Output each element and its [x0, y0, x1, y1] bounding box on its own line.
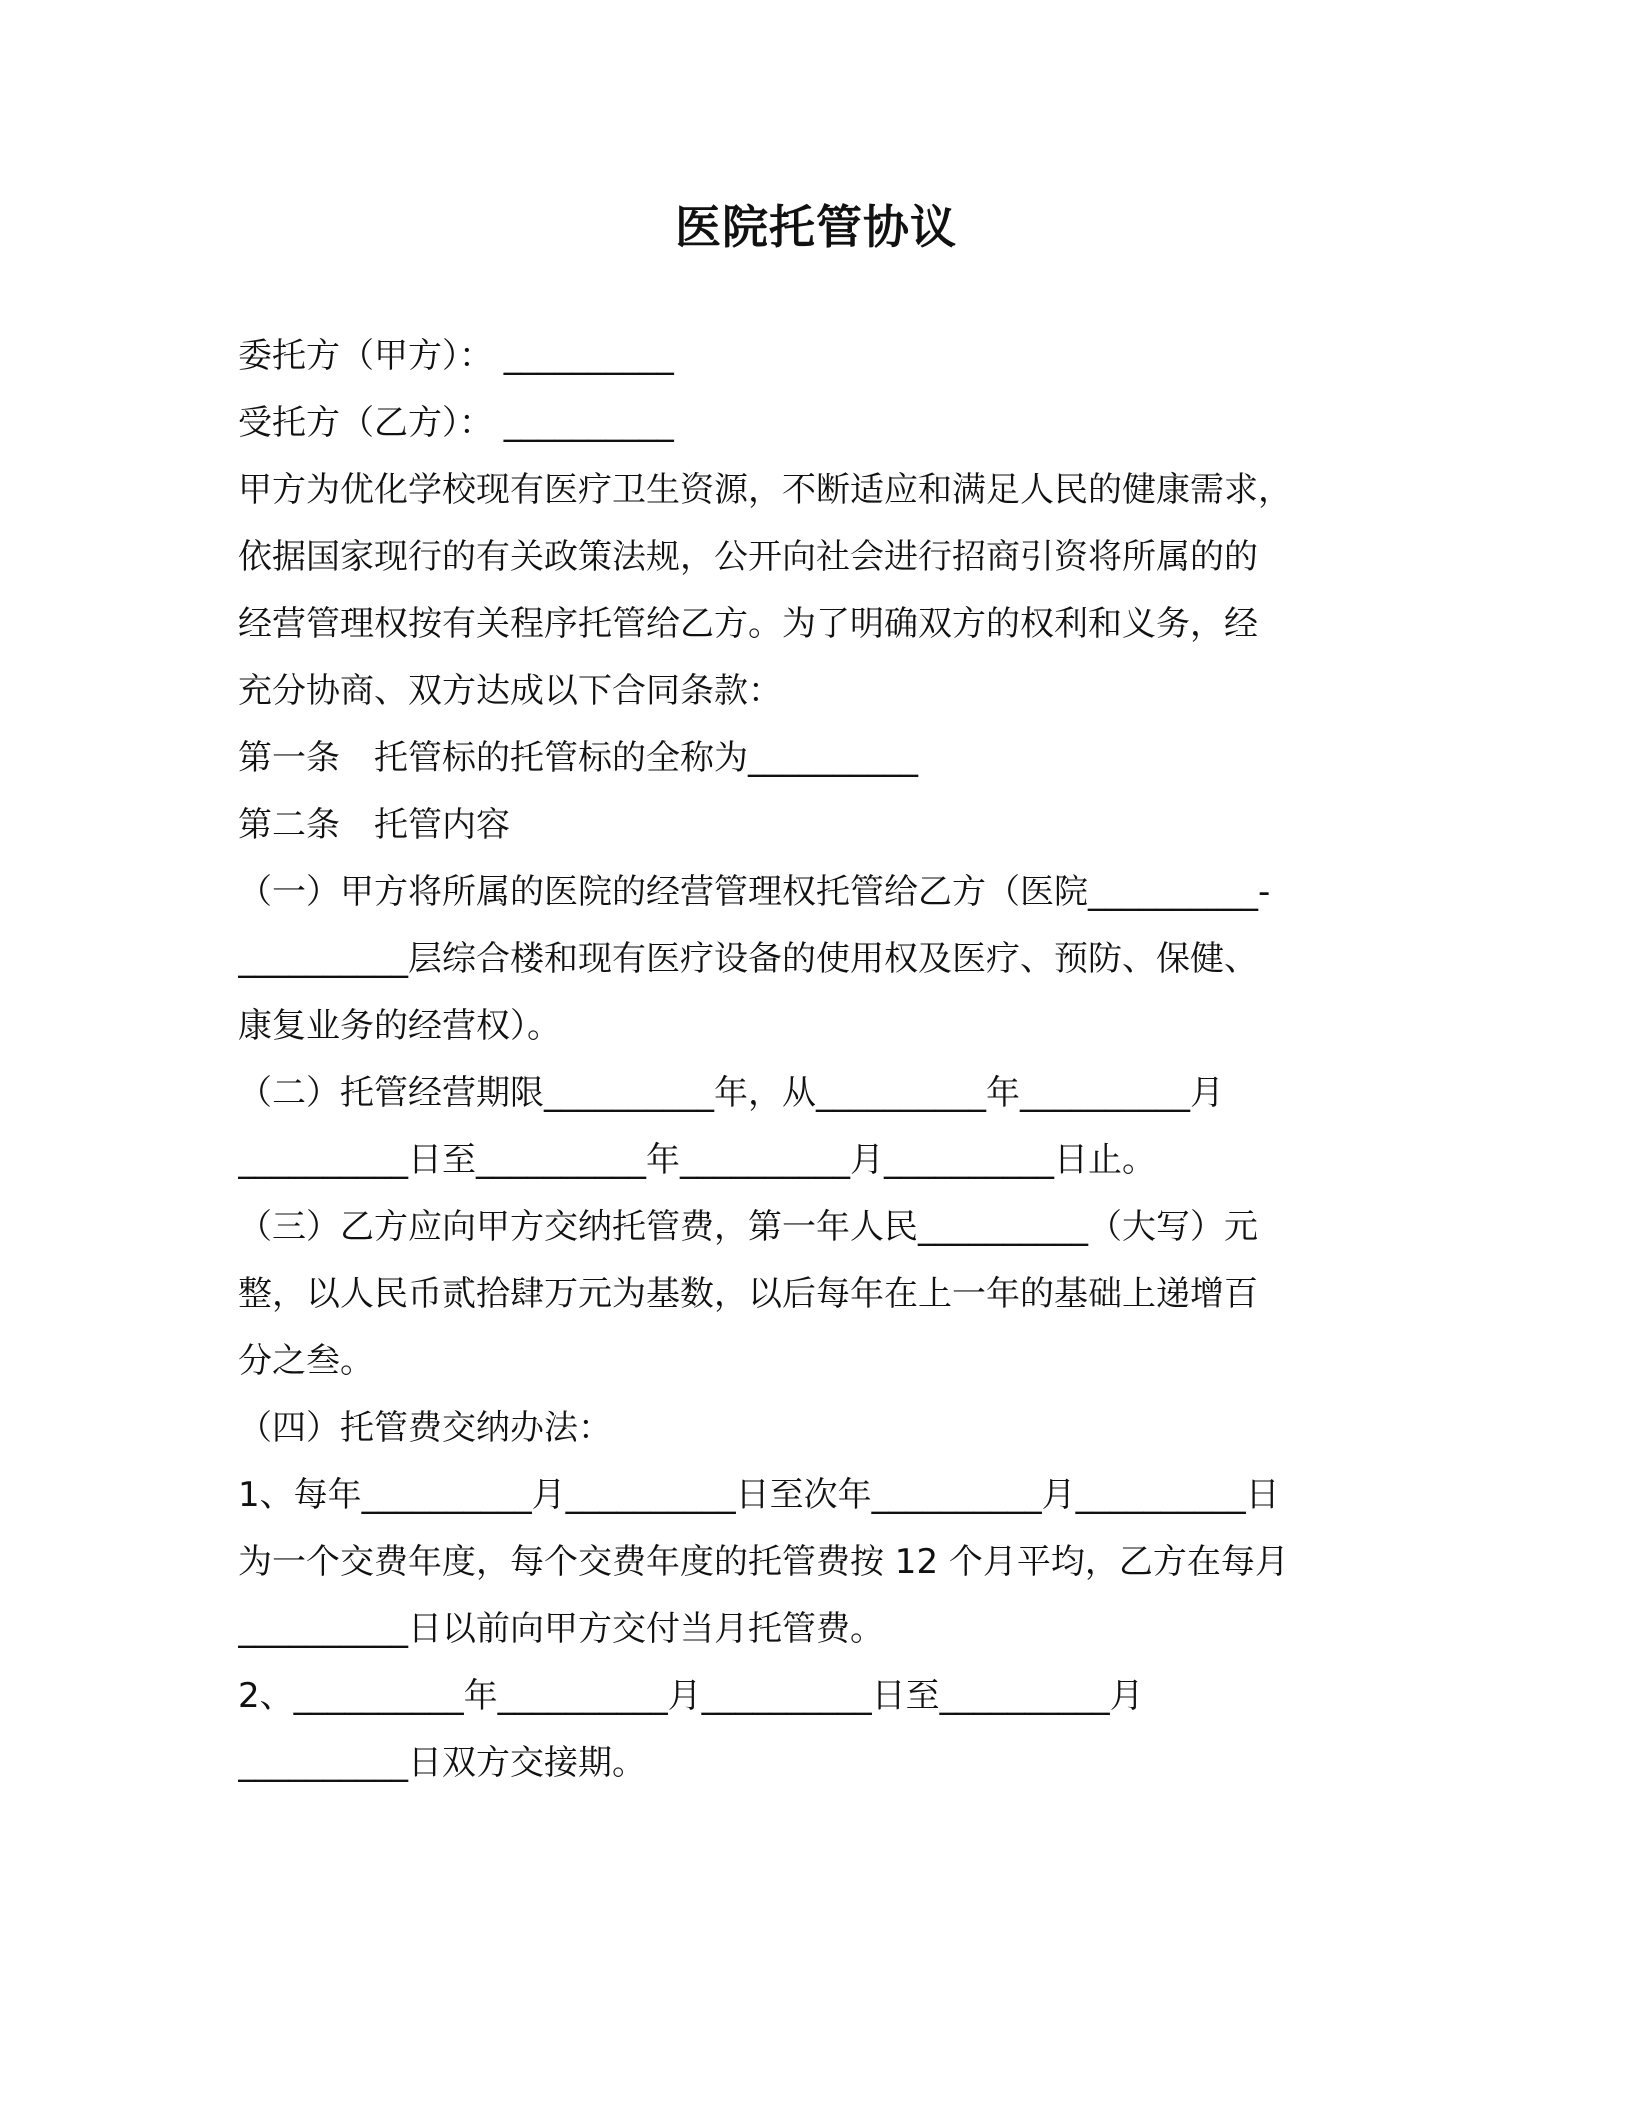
preamble-line-3: 经营管理权按有关程序托管给乙方。为了明确双方的权利和义务，经	[238, 604, 1258, 644]
clause-1-line-3: 康复业务的经营权）。	[238, 1006, 561, 1046]
clause-1-line-1: （一）甲方将所属的医院的经营管理权托管给乙方（医院__________-	[238, 872, 1271, 912]
payment-item-1-line-3: __________日以前向甲方交付当月托管费。	[238, 1609, 884, 1649]
payment-item-2-line-1: 2、__________年__________月__________日至__________月	[238, 1676, 1144, 1716]
clause-2-line-2: __________日至__________年__________月__________日止。	[238, 1140, 1156, 1180]
article-2-heading: 第二条 托管内容	[238, 805, 510, 845]
payment-item-1-line-1: 1、每年__________月__________日至次年__________月__________日	[238, 1475, 1280, 1515]
payment-item-2-line-2: __________日双方交接期。	[238, 1743, 646, 1783]
preamble-line-2: 依据国家现行的有关政策法规，公开向社会进行招商引资将所属的的	[238, 537, 1258, 577]
article-1-line: 第一条 托管标的托管标的全称为__________	[238, 738, 918, 778]
preamble-line-4: 充分协商、双方达成以下合同条款：	[238, 671, 782, 711]
clause-1-line-2: __________层综合楼和现有医疗设备的使用权及医疗、预防、保健、	[238, 939, 1258, 979]
preamble-line-1: 甲方为优化学校现有医疗卫生资源，不断适应和满足人民的健康需求，	[238, 470, 1292, 510]
payment-item-1-line-2: 为一个交费年度，每个交费年度的托管费按 12 个月平均，乙方在每月	[238, 1542, 1289, 1582]
clause-3-line-3: 分之叁。	[238, 1341, 374, 1381]
clause-3-line-1: （三）乙方应向甲方交纳托管费，第一年人民__________（大写）元	[238, 1207, 1258, 1247]
clause-3-line-2: 整，以人民币贰拾肆万元为基数，以后每年在上一年的基础上递增百	[238, 1274, 1258, 1314]
party-b-line: 受托方（乙方）： __________	[238, 403, 674, 443]
document-title: 医院托管协议	[675, 200, 957, 254]
party-a-line: 委托方（甲方）： __________	[238, 336, 674, 376]
clause-2-line-1: （二）托管经营期限__________年，从__________年__________月	[238, 1073, 1224, 1113]
document-body	[238, 323, 1398, 1797]
clause-4-heading: （四）托管费交纳办法：	[238, 1408, 612, 1448]
